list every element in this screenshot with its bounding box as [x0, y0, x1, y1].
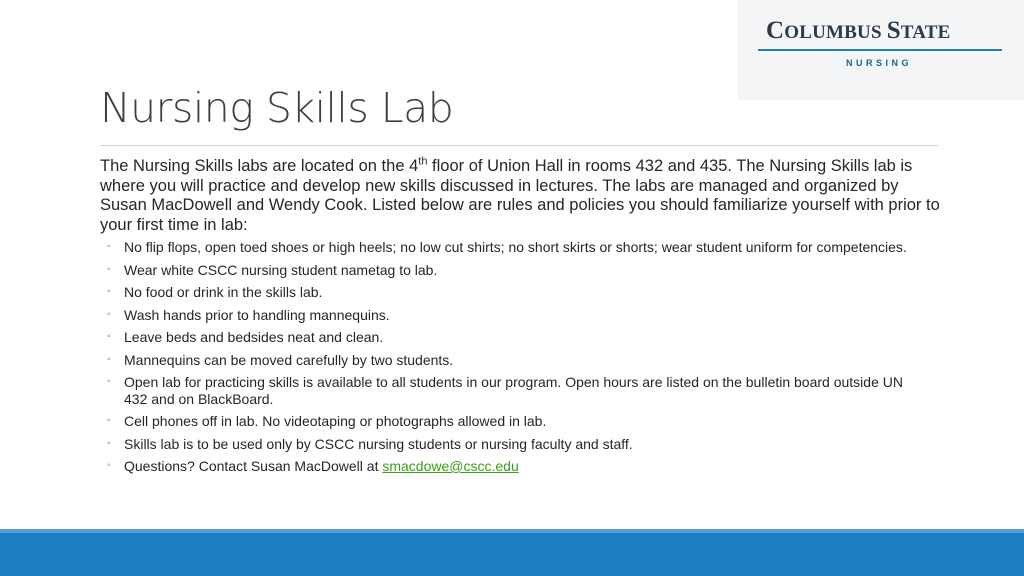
bullet-icon: ◦ [107, 308, 111, 320]
list-item: ◦ Wear white CSCC nursing student nametag to lab. [107, 261, 438, 278]
bullet-icon: ◦ [107, 437, 111, 449]
intro-paragraph: The Nursing Skills labs are located on the 4th floor of Union Hall in rooms 432 and 435. The Nursing Skills lab is where you will practice and develop new skills discussed in lectures. The labs are managed and organized by Susan MacDowell and Wendy Cook. Listed below are rules and policies you should familiarize yourself with prior to your first time in lab: [100, 155, 940, 234]
bullet-icon: ◦ [107, 241, 111, 252]
bullet-icon: ◦ [107, 286, 111, 297]
list-item: ◦ Skills lab is to be used only by CSCC nursing students or nursing faculty and staff. [107, 435, 633, 452]
list-item: ◦ Leave beds and bedsides neat and clean. [107, 329, 384, 345]
bullet-icon: ◦ [107, 376, 111, 387]
logo-divider [758, 49, 1002, 51]
bullet-icon: ◦ [107, 263, 111, 275]
rules-list [107, 239, 922, 481]
ordinal-superscript: th [418, 155, 428, 168]
bullet-icon: ◦ [107, 460, 111, 471]
list-item: ◦ Cell phones off in lab. No videotaping or photographs allowed in lab. [107, 413, 547, 429]
list-item: ◦ No food or drink in the skills lab. [107, 284, 323, 300]
bullet-icon: ◦ [107, 415, 111, 426]
list-item: ◦ Open lab for practicing skills is available to all students in our program. Open hours are listed on the bulletin board outside UN 432 and on BlackBoard. [107, 374, 903, 407]
list-item: ◦ Mannequins can be moved carefully by two students. [107, 351, 454, 368]
contact-item: ◦ Questions? Contact Susan MacDowell at smacdowe@cscc.edu [107, 458, 519, 474]
contact-email-link[interactable]: smacdowe@cscc.edu [382, 458, 519, 474]
title-divider [100, 145, 938, 146]
list-item: ◦ No flip flops, open toed shoes or high heels; no low cut shirts; no short skirts or shorts; wear student uniform for competencies. [107, 239, 907, 255]
logo-subtitle: NURSING [846, 58, 913, 68]
logo-columbus-state: COLUMBUS STATE [766, 17, 951, 44]
bullet-icon: ◦ [107, 331, 111, 342]
bullet-icon: ◦ [107, 353, 111, 365]
list-item: ◦ Wash hands prior to handling mannequins. [107, 306, 390, 323]
footer-bar [0, 533, 1024, 576]
slide-title: Nursing Skills Lab [100, 84, 454, 132]
